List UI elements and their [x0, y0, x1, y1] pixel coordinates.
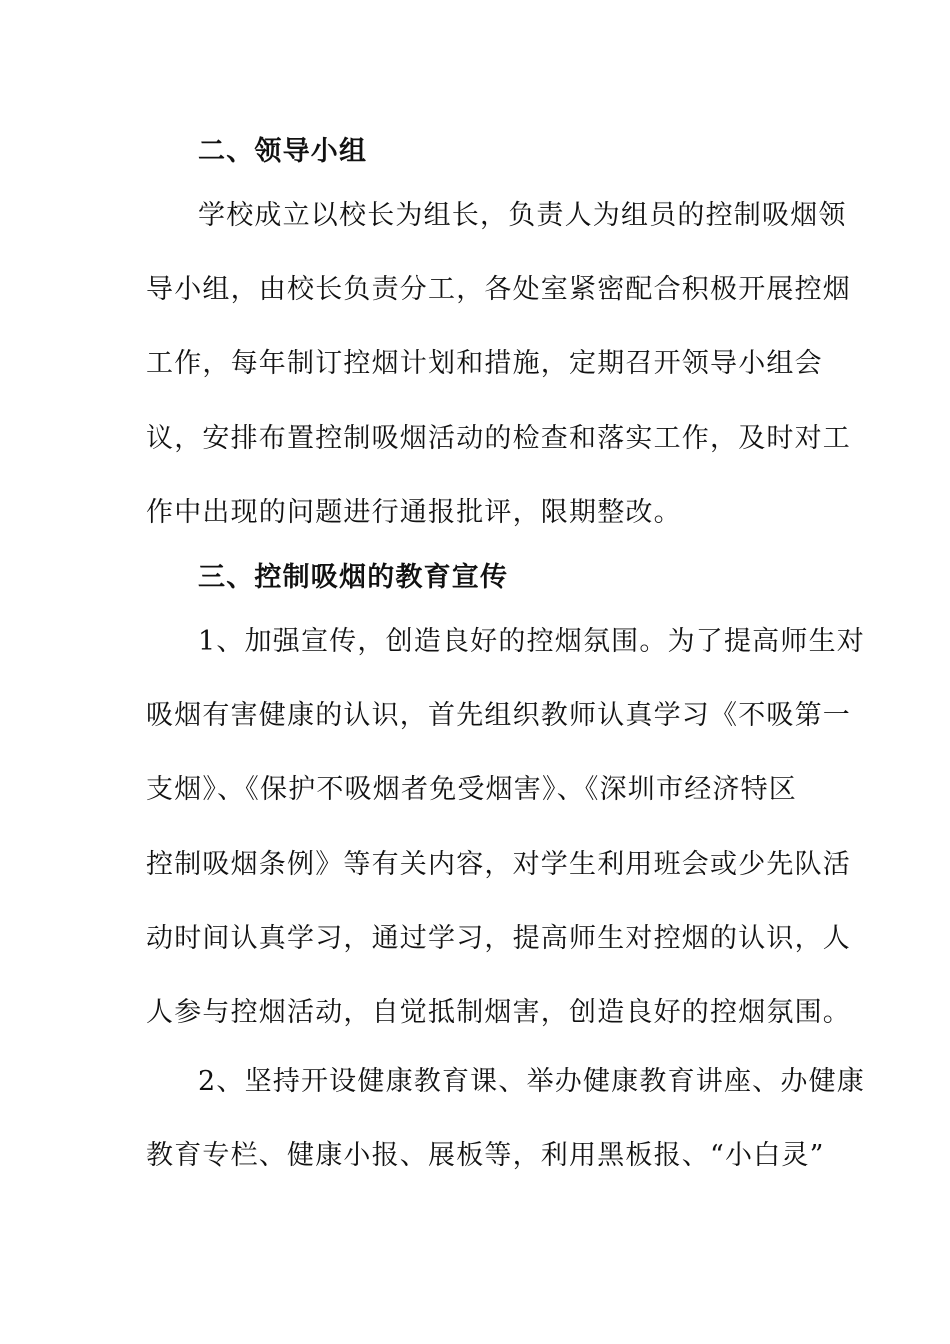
paragraph-line: 2、坚持开设健康教育课、举办健康教育讲座、办健康 [198, 1066, 865, 1097]
paragraph-line: 吸烟有害健康的认识，首先组织教师认真学习《不吸第一 [146, 700, 851, 731]
section-heading-leadership: 二、领导小组 [198, 136, 368, 167]
paragraph-line: 作中出现的问题进行通报批评，限期整改。 [146, 497, 682, 528]
section-heading-education: 三、控制吸烟的教育宣传 [198, 562, 509, 593]
paragraph-line: 1、加强宣传，创造良好的控烟氛围。为了提高师生对 [198, 626, 865, 657]
paragraph-line: 支烟》、《保护不吸烟者免受烟害》、《深圳市经济特区 [146, 774, 797, 805]
paragraph-line: 动时间认真学习，通过学习，提高师生对控烟的认识，人 [146, 923, 851, 954]
paragraph-line: 议，安排布置控制吸烟活动的检查和落实工作，及时对工 [146, 423, 851, 454]
paragraph-line: 控制吸烟条例》等有关内容，对学生利用班会或少先队活 [146, 849, 851, 880]
paragraph-line: 工作，每年制订控烟计划和措施，定期召开领导小组会 [146, 348, 823, 379]
paragraph-line: 教育专栏、健康小报、展板等，利用黑板报、“小白灵” [146, 1140, 825, 1171]
paragraph-line: 导小组，由校长负责分工，各处室紧密配合积极开展控烟 [146, 274, 851, 305]
paragraph-line: 学校成立以校长为组长，负责人为组员的控制吸烟领 [198, 200, 847, 231]
paragraph-line: 人参与控烟活动，自觉抵制烟害，创造良好的控烟氛围。 [146, 997, 851, 1028]
